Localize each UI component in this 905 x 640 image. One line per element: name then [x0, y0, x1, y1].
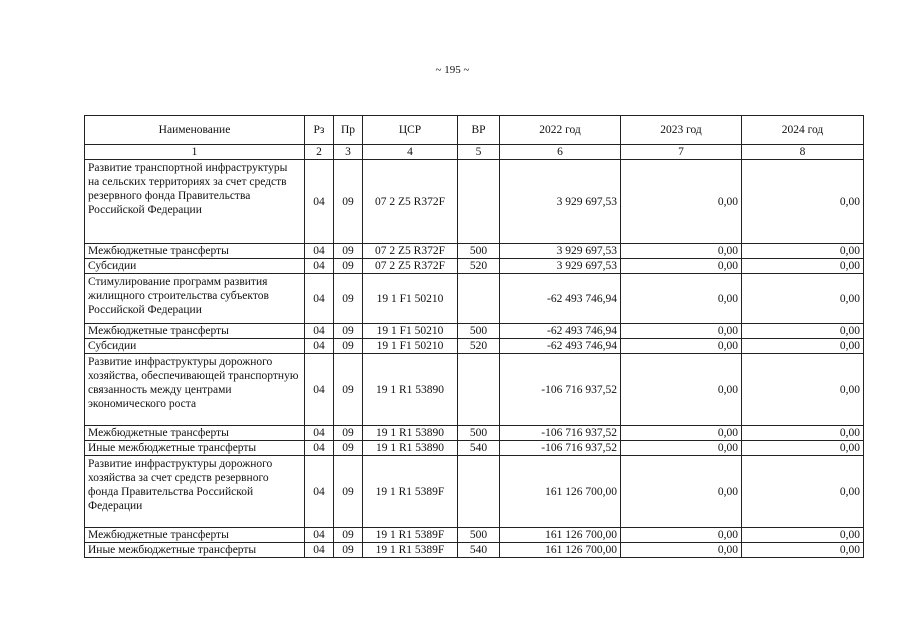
column-number: 1 — [85, 145, 305, 160]
header-csr: ЦСР — [363, 116, 458, 145]
table-row — [85, 339, 864, 354]
row-2023: 0,00 — [621, 543, 742, 558]
header-2022: 2022 год — [500, 116, 621, 145]
column-number-row — [85, 145, 864, 160]
column-number: 5 — [458, 145, 500, 160]
row-2023: 0,00 — [621, 324, 742, 339]
row-name: Стимулирование программ развития жилищного строительства субъектов Российской Федерации — [85, 274, 305, 324]
row-2023: 0,00 — [621, 528, 742, 543]
row-2022: 161 126 700,00 — [500, 528, 621, 543]
row-2024: 0,00 — [742, 354, 864, 426]
row-2024: 0,00 — [742, 160, 864, 244]
row-2024: 0,00 — [742, 528, 864, 543]
row-pr: 09 — [334, 426, 363, 441]
row-2022: 3 929 697,53 — [500, 259, 621, 274]
row-pr: 09 — [334, 441, 363, 456]
row-pr: 09 — [334, 244, 363, 259]
header-2023: 2023 год — [621, 116, 742, 145]
row-2022: -62 493 746,94 — [500, 339, 621, 354]
row-2022: -106 716 937,52 — [500, 354, 621, 426]
row-vr: 500 — [458, 426, 500, 441]
row-rz: 04 — [305, 528, 334, 543]
table-row — [85, 259, 864, 274]
row-2024: 0,00 — [742, 259, 864, 274]
row-2022: 3 929 697,53 — [500, 160, 621, 244]
table-row — [85, 160, 864, 244]
row-rz: 04 — [305, 160, 334, 244]
row-csr: 19 1 F1 50210 — [363, 339, 458, 354]
header-vr: ВР — [458, 116, 500, 145]
row-pr: 09 — [334, 543, 363, 558]
row-2022: -62 493 746,94 — [500, 274, 621, 324]
column-number: 3 — [334, 145, 363, 160]
table-row — [85, 274, 864, 324]
row-2022: -106 716 937,52 — [500, 426, 621, 441]
row-2023: 0,00 — [621, 426, 742, 441]
row-rz: 04 — [305, 456, 334, 528]
column-number: 8 — [742, 145, 864, 160]
header-rz: Рз — [305, 116, 334, 145]
row-vr — [458, 456, 500, 528]
row-2023: 0,00 — [621, 441, 742, 456]
row-vr: 540 — [458, 543, 500, 558]
row-2024: 0,00 — [742, 339, 864, 354]
budget-table — [84, 115, 864, 558]
row-csr: 19 1 F1 50210 — [363, 324, 458, 339]
row-name: Субсидии — [85, 339, 305, 354]
row-vr: 500 — [458, 528, 500, 543]
header-2024: 2024 год — [742, 116, 864, 145]
row-2023: 0,00 — [621, 456, 742, 528]
header-pr: Пр — [334, 116, 363, 145]
row-name: Развитие инфраструктуры дорожного хозяйства за счет средств резервного фонда Правительства Российской Федерации — [85, 456, 305, 528]
row-2024: 0,00 — [742, 426, 864, 441]
row-vr — [458, 274, 500, 324]
table-row — [85, 528, 864, 543]
row-csr: 07 2 Z5 R372F — [363, 160, 458, 244]
row-2023: 0,00 — [621, 339, 742, 354]
row-2023: 0,00 — [621, 160, 742, 244]
column-number: 7 — [621, 145, 742, 160]
row-name: Межбюджетные трансферты — [85, 324, 305, 339]
column-number: 6 — [500, 145, 621, 160]
row-csr: 19 1 F1 50210 — [363, 274, 458, 324]
row-name: Иные межбюджетные трансферты — [85, 543, 305, 558]
row-csr: 19 1 R1 5389F — [363, 543, 458, 558]
row-2024: 0,00 — [742, 543, 864, 558]
row-csr: 19 1 R1 53890 — [363, 426, 458, 441]
column-number: 4 — [363, 145, 458, 160]
row-name: Межбюджетные трансферты — [85, 244, 305, 259]
row-2023: 0,00 — [621, 259, 742, 274]
row-pr: 09 — [334, 324, 363, 339]
row-2023: 0,00 — [621, 244, 742, 259]
table-row — [85, 244, 864, 259]
column-number: 2 — [305, 145, 334, 160]
row-pr: 09 — [334, 528, 363, 543]
row-csr: 19 1 R1 53890 — [363, 441, 458, 456]
row-2024: 0,00 — [742, 456, 864, 528]
table-row — [85, 543, 864, 558]
row-name: Развитие транспортной инфраструктуры на сельских территориях за счет средств резервного фонда Правительства Российской Федерации — [85, 160, 305, 244]
row-rz: 04 — [305, 543, 334, 558]
row-vr — [458, 354, 500, 426]
row-rz: 04 — [305, 441, 334, 456]
row-csr: 19 1 R1 53890 — [363, 354, 458, 426]
row-csr: 19 1 R1 5389F — [363, 528, 458, 543]
row-2022: 3 929 697,53 — [500, 244, 621, 259]
row-2023: 0,00 — [621, 354, 742, 426]
header-row — [85, 116, 864, 145]
row-rz: 04 — [305, 259, 334, 274]
table-row — [85, 456, 864, 528]
row-rz: 04 — [305, 324, 334, 339]
table-row — [85, 354, 864, 426]
row-pr: 09 — [334, 339, 363, 354]
row-2022: -106 716 937,52 — [500, 441, 621, 456]
row-vr — [458, 160, 500, 244]
table-row — [85, 441, 864, 456]
table-row — [85, 324, 864, 339]
row-csr: 19 1 R1 5389F — [363, 456, 458, 528]
row-name: Иные межбюджетные трансферты — [85, 441, 305, 456]
row-2024: 0,00 — [742, 274, 864, 324]
row-pr: 09 — [334, 274, 363, 324]
row-2024: 0,00 — [742, 441, 864, 456]
row-rz: 04 — [305, 274, 334, 324]
row-vr: 540 — [458, 441, 500, 456]
row-2024: 0,00 — [742, 244, 864, 259]
row-name: Межбюджетные трансферты — [85, 528, 305, 543]
row-pr: 09 — [334, 259, 363, 274]
row-csr: 07 2 Z5 R372F — [363, 259, 458, 274]
row-vr: 520 — [458, 259, 500, 274]
row-name: Развитие инфраструктуры дорожного хозяйства, обеспечивающей транспортную связанность между центрами экономического роста — [85, 354, 305, 426]
row-csr: 07 2 Z5 R372F — [363, 244, 458, 259]
page-number: ~ 195 ~ — [435, 64, 470, 76]
row-2022: 161 126 700,00 — [500, 543, 621, 558]
row-vr: 500 — [458, 244, 500, 259]
row-rz: 04 — [305, 426, 334, 441]
row-2022: 161 126 700,00 — [500, 456, 621, 528]
row-2024: 0,00 — [742, 324, 864, 339]
row-pr: 09 — [334, 354, 363, 426]
header-name: Наименование — [85, 116, 305, 145]
row-vr: 520 — [458, 339, 500, 354]
row-name: Субсидии — [85, 259, 305, 274]
row-rz: 04 — [305, 354, 334, 426]
row-vr: 500 — [458, 324, 500, 339]
row-pr: 09 — [334, 456, 363, 528]
row-2022: -62 493 746,94 — [500, 324, 621, 339]
row-2023: 0,00 — [621, 274, 742, 324]
row-rz: 04 — [305, 244, 334, 259]
row-pr: 09 — [334, 160, 363, 244]
table-row — [85, 426, 864, 441]
row-name: Межбюджетные трансферты — [85, 426, 305, 441]
row-rz: 04 — [305, 339, 334, 354]
